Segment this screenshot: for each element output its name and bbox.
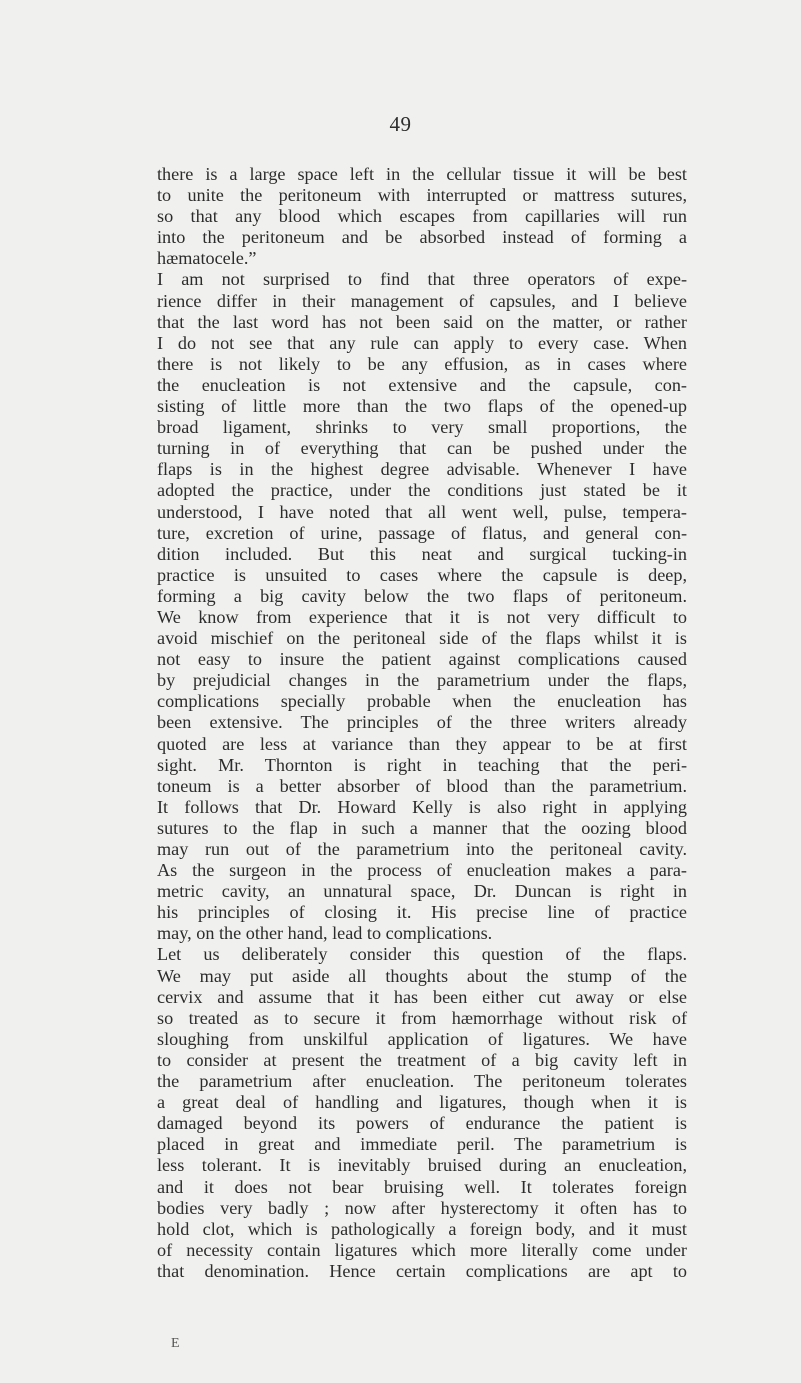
text-line: It follows that Dr. Howard Kelly is also right in applying xyxy=(157,796,687,817)
text-line: the parametrium after enucleation. The peritoneum tolerates xyxy=(157,1071,687,1092)
text-line: sisting of little more than the two flaps of the opened-up xyxy=(157,396,687,417)
text-line: I do not see that any rule can apply to every case. When xyxy=(157,332,687,353)
text-line: toneum is a better absorber of blood than the parametrium. xyxy=(157,775,687,796)
text-line: hæmatocele.” xyxy=(157,248,257,269)
text-line: that denomination. Hence certain complications are apt to xyxy=(157,1260,687,1281)
body-text xyxy=(157,164,687,1282)
text-line: placed in great and immediate peril. The parametrium is xyxy=(157,1134,687,1155)
text-line: may run out of the parametrium into the peritoneal cavity. xyxy=(157,839,687,859)
text-line: As the surgeon in the process of enucleation makes a para- xyxy=(157,860,687,881)
text-line: metric cavity, an unnatural space, Dr. Duncan is right in xyxy=(157,881,687,902)
text-line: cervix and assume that it has been either cut away or else xyxy=(157,986,687,1007)
text-line: been extensive. The principles of the three writers already xyxy=(157,712,687,733)
text-line: complications specially probable when the enucleation has xyxy=(157,691,687,712)
text-line: We know from experience that it is not very difficult to xyxy=(157,606,687,627)
text-line: We may put aside all thoughts about the stump of the xyxy=(157,965,687,986)
text-line: his principles of closing it. His precise line of practice xyxy=(157,902,687,923)
text-line: understood, I have noted that all went well, pulse, tempera- xyxy=(157,501,687,522)
text-line: ture, excretion of urine, passage of flatus, and general con- xyxy=(157,522,687,543)
text-line: so that any blood which escapes from capillaries will run xyxy=(157,206,687,227)
page-number: 49 xyxy=(389,112,412,136)
text-line: there is not likely to be any effusion, as in cases where xyxy=(157,353,687,374)
text-line: may, on the other hand, lead to complications. xyxy=(157,923,493,944)
text-line: and it does not bear bruising well. It tolerates foreign xyxy=(157,1176,687,1197)
text-line: dition included. But this neat and surgical tucking-in xyxy=(157,543,687,564)
text-line: Let us deliberately consider this question of the flaps. xyxy=(157,944,687,965)
text-line: sloughing from unskilful application of ligatures. We have xyxy=(157,1028,687,1049)
text-line: I am not surprised to find that three operators of expe- xyxy=(157,269,687,290)
text-line: the enucleation is not extensive and the capsule, con- xyxy=(157,374,687,395)
text-line: sutures to the flap in such a manner that the oozing blood xyxy=(157,817,687,838)
text-line: turning in of everything that can be pushed under the xyxy=(157,438,687,459)
text-line: not easy to insure the patient against complications caused xyxy=(157,649,687,670)
text-line: avoid mischief on the peritoneal side of the flaps whilst it is xyxy=(157,628,687,649)
text-line: forming a big cavity below the two flaps of peritoneum. xyxy=(157,585,687,606)
text-line: damaged beyond its powers of endurance the patient is xyxy=(157,1113,687,1134)
text-line: less tolerant. It is inevitably bruised during an enucleation, xyxy=(157,1155,687,1176)
text-line: there is a large space left in the cellular tissue it will be best xyxy=(157,164,687,184)
text-line: to unite the peritoneum with interrupted or mattress sutures, xyxy=(157,185,687,206)
text-line: broad ligament, shrinks to very small proportions, the xyxy=(157,417,687,438)
text-line: a great deal of handling and ligatures, though when it is xyxy=(157,1092,687,1113)
text-line: bodies very badly ; now after hysterectomy it often has to xyxy=(157,1197,687,1218)
text-line: so treated as to secure it from hæmorrhage without risk of xyxy=(157,1007,687,1028)
text-line: into the peritoneum and be absorbed instead of forming a xyxy=(157,227,687,248)
text-line: flaps is in the highest degree advisable. Whenever I have xyxy=(157,459,687,480)
text-line: sight. Mr. Thornton is right in teaching that the peri- xyxy=(157,754,687,775)
text-line: by prejudicial changes in the parametrium under the flaps, xyxy=(157,670,687,691)
text-line: quoted are less at variance than they appear to be at first xyxy=(157,733,687,754)
signature-mark: E xyxy=(171,1336,180,1351)
text-line: that the last word has not been said on the matter, or rather xyxy=(157,311,687,332)
text-line: adopted the practice, under the conditions just stated be it xyxy=(157,480,687,501)
text-line: practice is unsuited to cases where the capsule is deep, xyxy=(157,564,687,585)
text-line: hold clot, which is pathologically a foreign body, and it must xyxy=(157,1218,687,1239)
text-line: to consider at present the treatment of a big cavity left in xyxy=(157,1049,687,1070)
text-line: rience differ in their management of capsules, and I believe xyxy=(157,290,687,311)
text-line: of necessity contain ligatures which more literally come under xyxy=(157,1239,687,1260)
